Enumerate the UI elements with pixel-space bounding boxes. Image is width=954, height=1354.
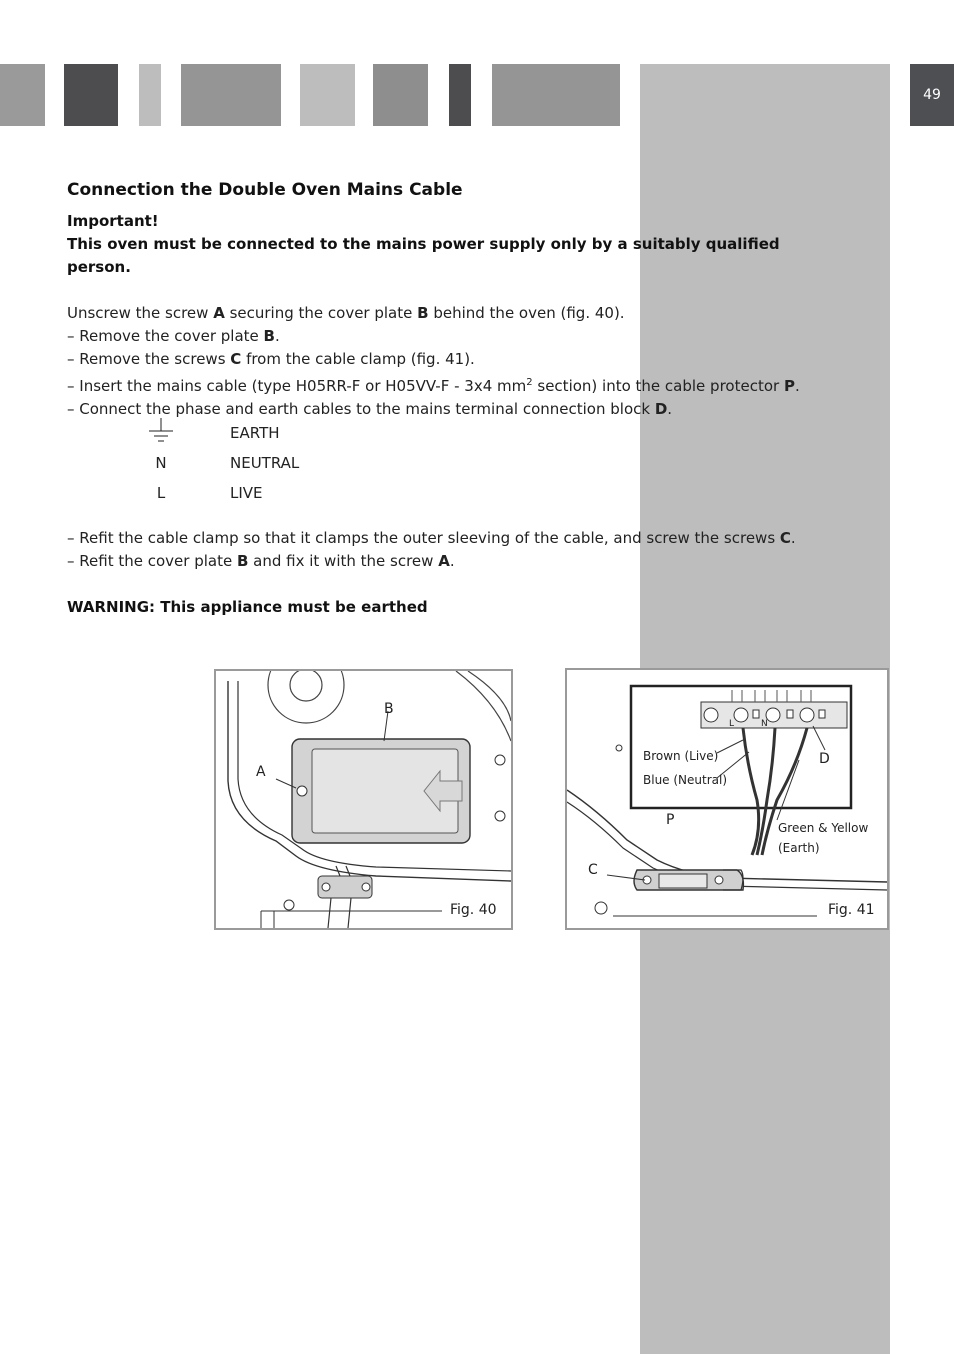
instruction-line-4: – Insert the mains cable (type H05RR-F or H05VV-F - 3x4 $mm^2$ section) into the cable protector P. (67, 377, 800, 395)
fig41-brown-label: Brown (Live) (643, 749, 719, 763)
header-band-7 (449, 64, 471, 126)
refit-line-1: – Refit the cable clamp so that it clamps the outer sleeving of the cable, and screw the screws C. (67, 529, 796, 547)
legend-row-live (145, 478, 299, 508)
header-band-1 (0, 64, 45, 126)
refit-line-2: – Refit the cover plate B and fix it with the screw A. (67, 552, 455, 570)
warning-text: WARNING: This appliance must be earthed (67, 598, 428, 616)
header-band-4 (181, 64, 281, 126)
fig41-label-p: P (666, 812, 675, 828)
header-band-8 (492, 64, 620, 126)
header-band-3 (139, 64, 161, 126)
legend-label-earth: EARTH (230, 424, 280, 442)
page-title: Connection the Double Oven Mains Cable (67, 180, 463, 200)
legend-symbol-l: L (156, 484, 166, 502)
page-number: 49 (910, 64, 954, 126)
figure-40 (214, 669, 513, 930)
earth-icon (145, 417, 177, 449)
figure-41 (565, 668, 889, 930)
legend-row-earth (145, 418, 299, 448)
important-label: Important! (67, 212, 159, 230)
fig41-green-label-1: Green & Yellow (778, 821, 869, 835)
main-content (67, 180, 847, 421)
legend-symbol-n: N (155, 454, 167, 472)
fig41-label-c: C (588, 862, 598, 878)
instruction-line-1: Unscrew the screw A securing the cover plate B behind the oven (fig. 40). (67, 304, 625, 322)
legend-row-neutral (145, 448, 299, 478)
header-band-2 (64, 64, 118, 126)
fig41-terminal-n: N (761, 719, 768, 729)
fig41-label-d: D (819, 751, 830, 767)
header-band-5 (300, 64, 355, 126)
fig41-caption: Fig. 41 (828, 902, 875, 918)
fig41-green-label-2: (Earth) (778, 841, 820, 855)
fig40-label-b: B (384, 701, 394, 717)
figure-41-drawing (567, 670, 887, 928)
legend-label-live: LIVE (230, 484, 263, 502)
fig41-terminal-l: L (729, 719, 735, 729)
refit-section (67, 527, 847, 619)
instruction-line-3: – Remove the screws C from the cable clamp (fig. 41). (67, 350, 475, 368)
header-band-6 (373, 64, 428, 126)
fig40-label-a: A (256, 764, 266, 780)
fig40-caption: Fig. 40 (450, 902, 497, 918)
figure-40-drawing (216, 671, 511, 928)
legend-label-neutral: NEUTRAL (230, 454, 300, 472)
fig41-blue-label: Blue (Neutral) (643, 773, 728, 787)
terminal-legend (145, 418, 299, 508)
instruction-line-2: – Remove the cover plate B. (67, 327, 280, 345)
important-text: This oven must be connected to the mains power supply only by a suitably qualified person. (67, 235, 780, 276)
instruction-line-5: – Connect the phase and earth cables to the mains terminal connection block D. (67, 400, 673, 418)
